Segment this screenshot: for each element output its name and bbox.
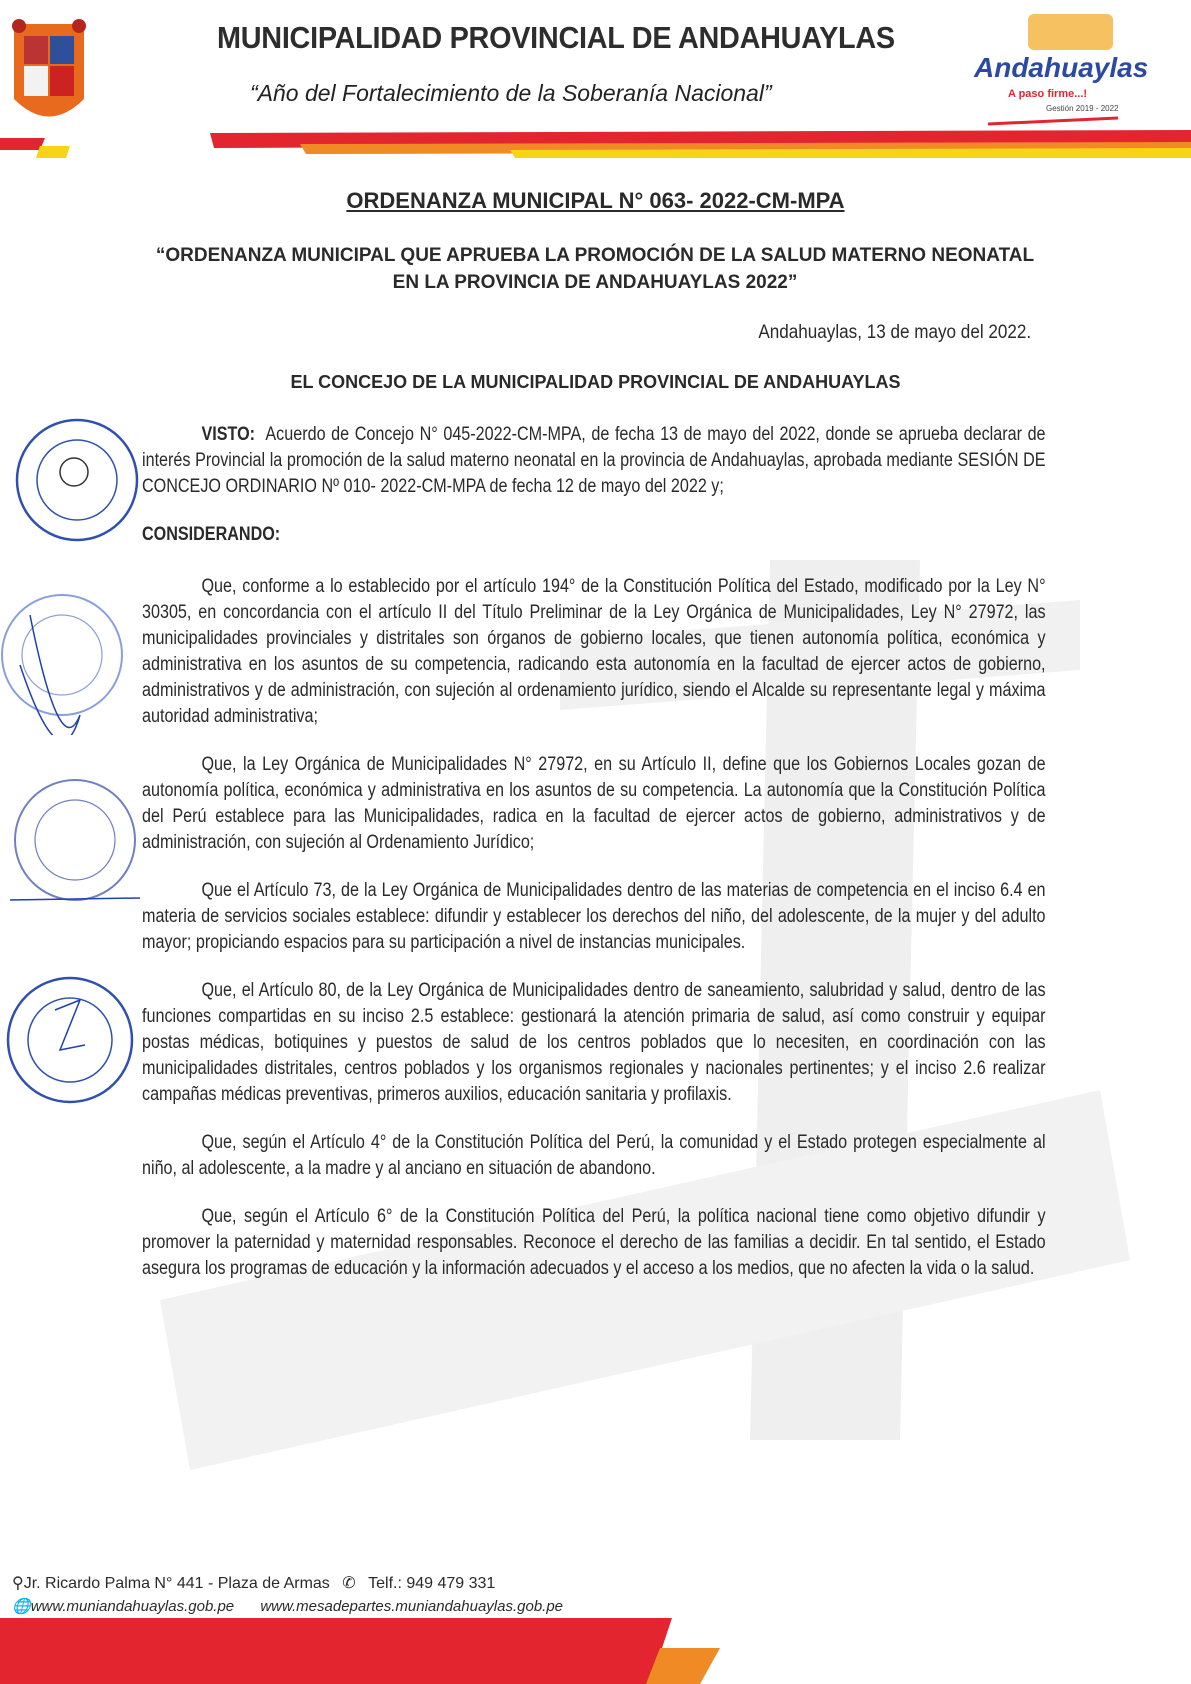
visto-text: Acuerdo de Concejo N° 045-2022-CM-MPA, de fecha 13 de mayo del 2022, donde se aprueba declarar de interés Provincial la promoción de la salud materno neonatal en la provincia de Andahuaylas, aprobada mediante SESIÓN DE CONCEJO ORDINARIO Nº 010- 2022-CM-MPA de fecha 12 de mayo del 2022 y; [142, 424, 1046, 497]
issuer-heading: EL CONCEJO DE LA MUNICIPALIDAD PROVINCIAL DE ANDAHUAYLAS [290, 372, 901, 392]
seal-alcaldia [12, 410, 142, 560]
document-date: Andahuaylas, 13 de mayo del 2022. [758, 322, 1031, 343]
globe-icon: 🌐 [12, 1598, 31, 1615]
seal-gerencia-municipal [10, 770, 145, 920]
paragraph-3: Que el Artículo 73, de la Ley Orgánica de Municipalidades dentro de las materias de competencia en el inciso 6.4 en materia de servicios sociales establece: difundir y establecer los derechos del niño, del adolescente, de la mujer y del adulto mayor; propiciando espacios para su participación a nivel de instancias municipales. [142, 880, 1046, 953]
visto-paragraph [142, 422, 1046, 500]
footer-web-line [12, 1597, 563, 1616]
ordinance-subtitle-line-1: “ORDENANZA MUNICIPAL QUE APRUEBA LA PROMOCIÓN DE LA SALUD MATERNO NEONATAL [155, 245, 1035, 266]
considerando-heading: CONSIDERANDO: [142, 524, 281, 545]
brand-logo-name: Andahuaylas [974, 52, 1149, 83]
header-color-stripes [0, 128, 1191, 158]
paragraph-5: Que, según el Artículo 4° de la Constitución Política del Perú, la comunidad y el Estado protegen especialmente al niño, al adolescente, a la madre y al anciano en situación de abandono. [142, 1132, 1046, 1179]
seal-asesoria-legal [0, 970, 140, 1120]
footer-color-band [0, 1618, 1191, 1684]
document-body [142, 422, 1046, 1304]
paragraph-4: Que, el Artículo 80, de la Ley Orgánica de Municipalidades dentro de saneamiento, salubridad y salud, dentro de las funciones compartidas en su inciso 2.5 establece: gestionará la atención primaria de salud, así como construir y equipar postas médicas, botiquines y puestos de salud de los centros poblados que lo necesiten, en coordinación con las municipalidades distritales, centros poblados y los organismos regionales y nacionales pertinentes; y el inciso 2.6 realizar campañas médicas preventivas, primeros auxilios, educación sanitaria y profilaxis. [142, 980, 1046, 1105]
brand-logo-period: Gestión 2019 - 2022 [1046, 104, 1119, 113]
brand-logo-slogan: A paso firme...! [1008, 88, 1088, 100]
paragraph-1: Que, conforme a lo establecido por el artículo 194° de la Constitución Política del Estado, modificado por la Ley N° 30305, en concordancia con el artículo II del Título Preliminar de la Ley Orgánica de Municipalidades, Ley N° 27972, las municipalidades provinciales y distritales son órganos de gobierno locales, que tienen autonomía política, económica y administrativa en los asuntos de su competencia, radicando esta autonomía en la facultad de ejercer actos de gobierno, administrativos y de administración, con sujeción al ordenamiento jurídico, siendo el Alcalde su representante legal y máxima autoridad administrativa; [142, 576, 1046, 727]
ordinance-subtitle [120, 242, 1070, 296]
footer-phone: Telf.: 949 479 331 [368, 1575, 496, 1592]
ordinance-title: ORDENANZA MUNICIPAL N° 063- 2022-CM-MPA [346, 188, 845, 213]
footer-address: Jr. Ricardo Palma N° 441 - Plaza de Armas [23, 1575, 330, 1592]
coat-of-arms-logo [4, 14, 94, 134]
footer-contact-line [12, 1574, 495, 1594]
andahuaylas-brand-logo [968, 12, 1158, 128]
phone-icon: ✆ [342, 1575, 356, 1592]
ordinance-subtitle-line-2: EN LA PROVINCIA DE ANDAHUAYLAS 2022” [392, 272, 798, 293]
header-motto: “Año del Fortalecimiento de la Soberanía Nacional” [250, 80, 772, 106]
seal-secretaria-general [0, 585, 135, 735]
visto-label: VISTO: [201, 424, 256, 445]
paragraph-6: Que, según el Artículo 6° de la Constitución Política del Perú, la política nacional tiene como objetivo difundir y promover la paternidad y maternidad responsables. Reconoce el derecho de las familias a decidir. En tal sentido, el Estado asegura los programas de educación y la información adecuados y el acceso a los medios, que no afecten la vida o la salud. [142, 1206, 1046, 1279]
footer-website[interactable]: www.muniandahuaylas.gob.pe [30, 1598, 235, 1615]
header-title: MUNICIPALIDAD PROVINCIAL DE ANDAHUAYLAS [217, 20, 895, 55]
location-pin-icon: ⚲ [12, 1575, 24, 1592]
footer-mesa-partes[interactable]: www.mesadepartes.muniandahuaylas.gob.pe [260, 1598, 564, 1615]
paragraph-2: Que, la Ley Orgánica de Municipalidades N° 27972, en su Artículo II, define que los Gobiernos Locales gozan de autonomía política, económica y administrativa en los asuntos de su competencia. La autonomía que la Constitución Política del Perú establece para las Municipalidades, radica en la facultad de ejercer actos de gobierno, administrativos y de administración, con sujeción al Ordenamiento Jurídico; [142, 754, 1046, 853]
